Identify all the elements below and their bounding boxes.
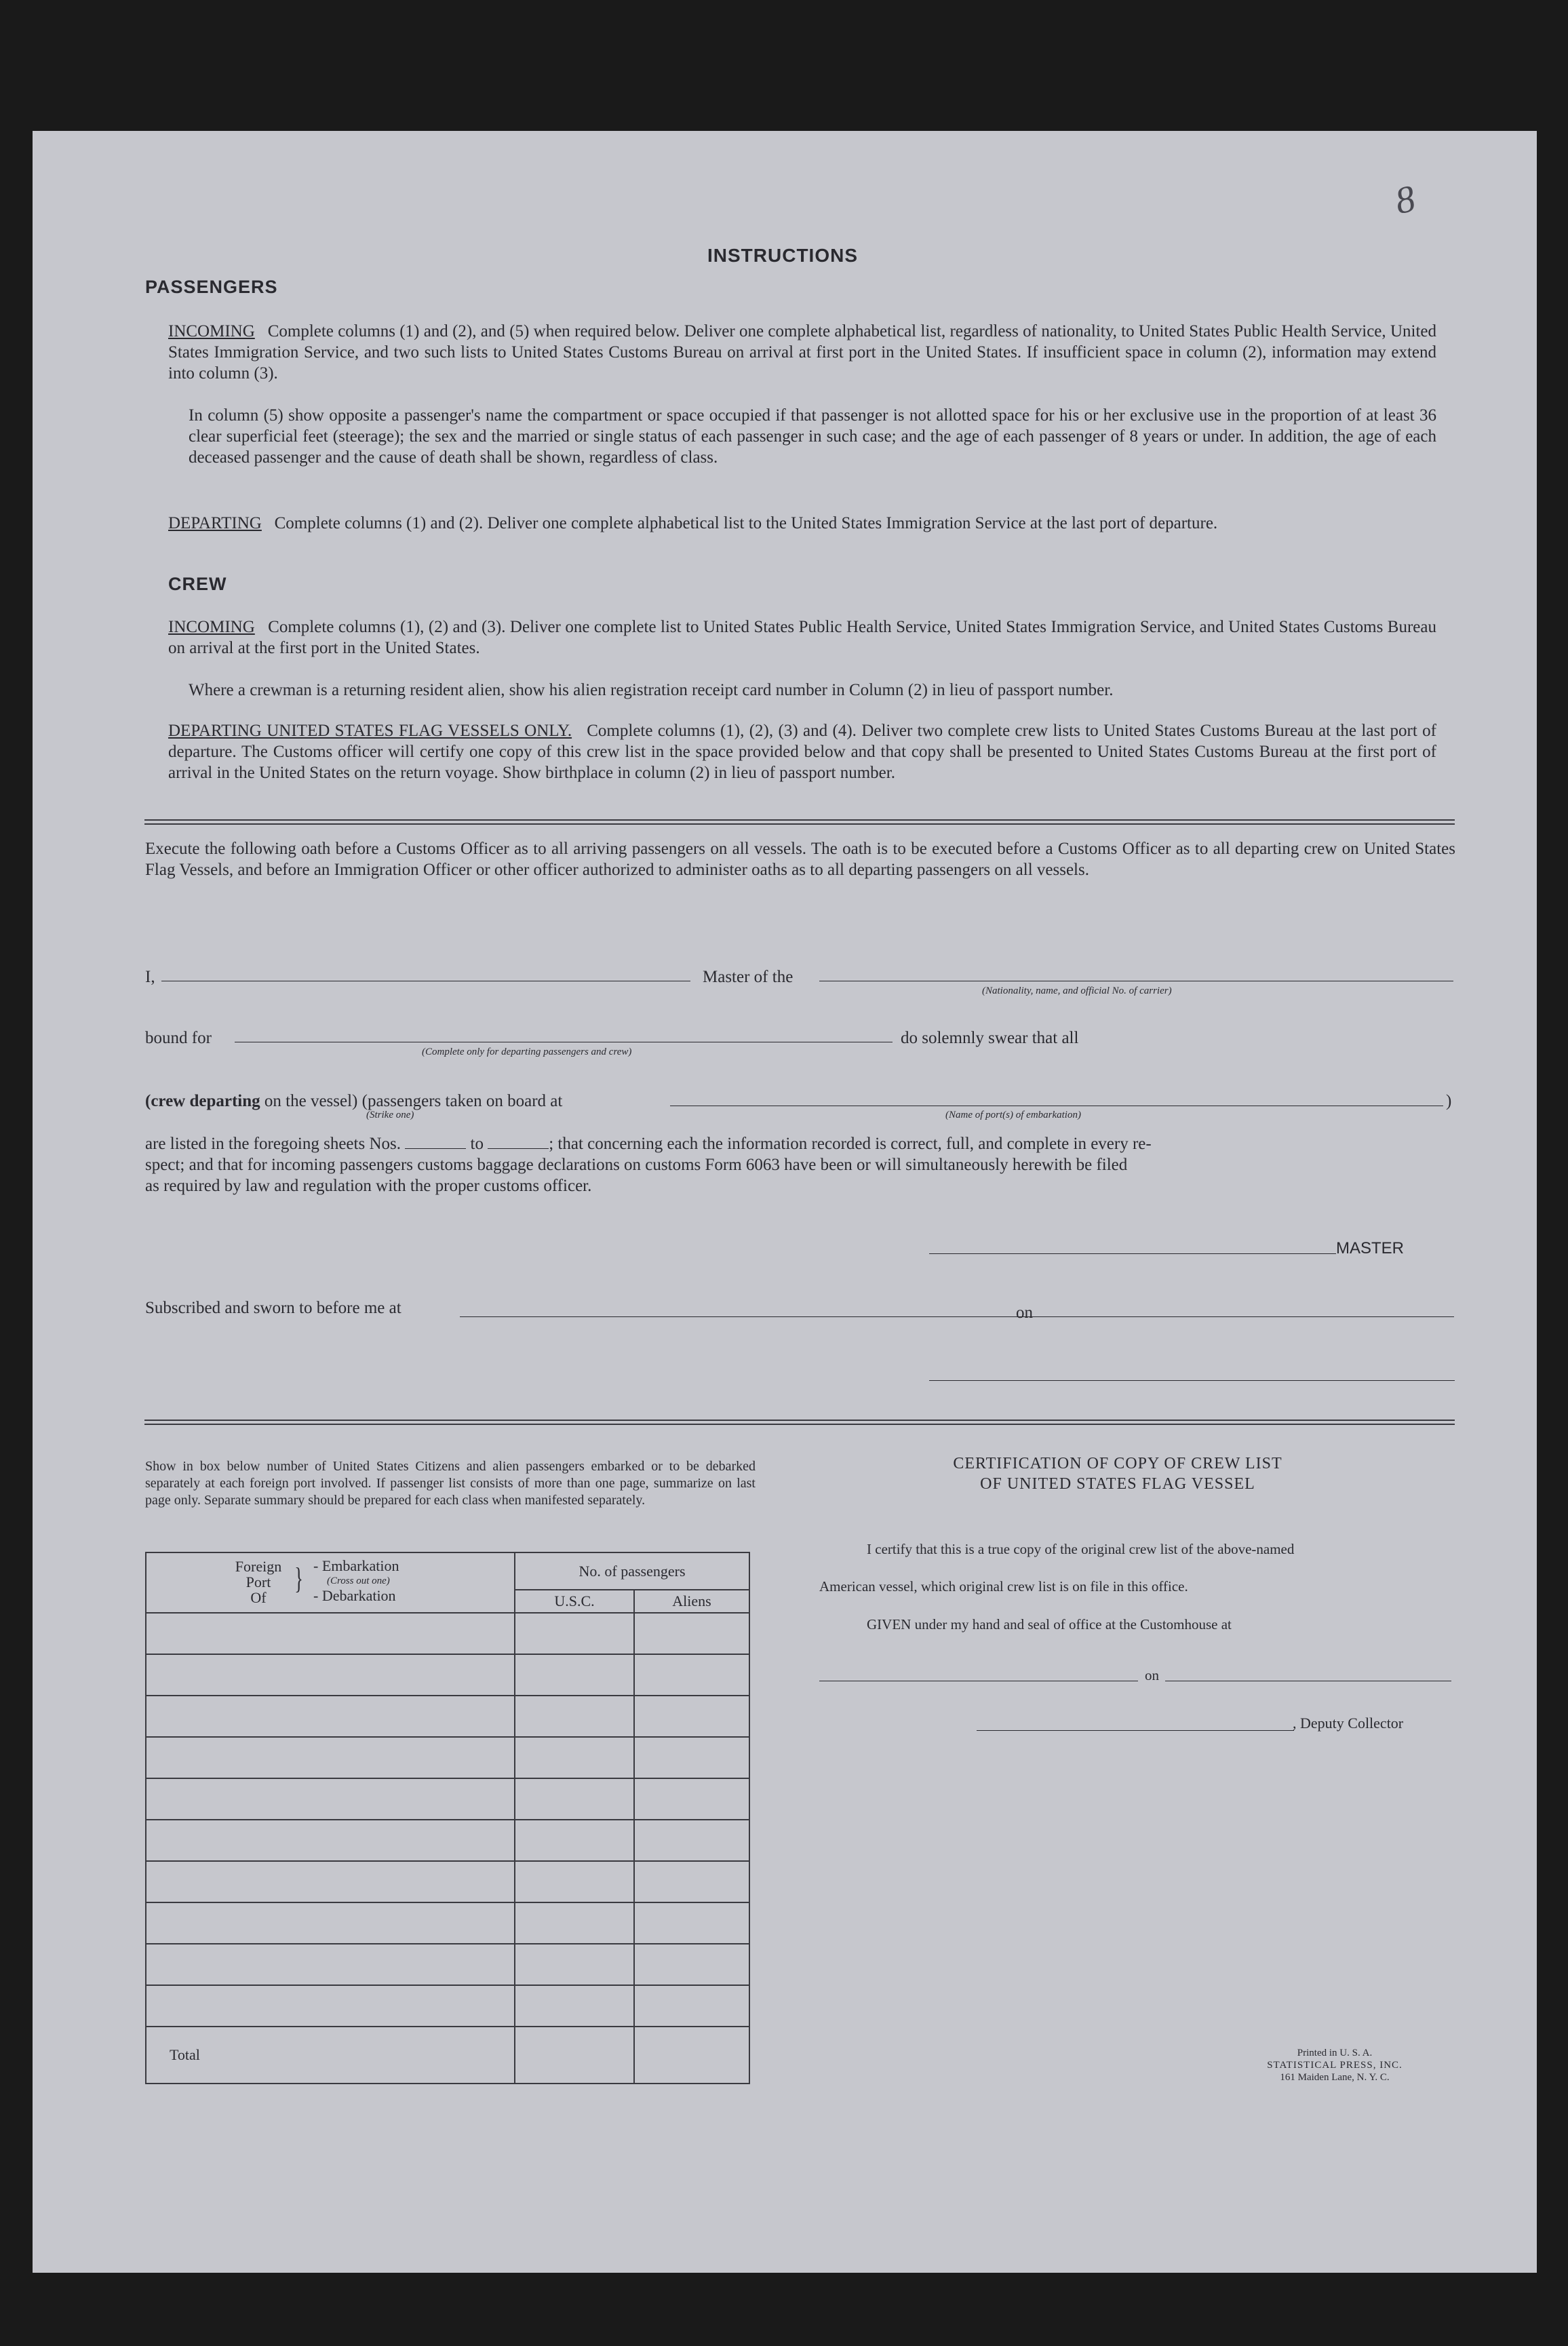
- aliens-cell[interactable]: [634, 1902, 749, 1944]
- embarkation-label: - Embarkation: [313, 1557, 399, 1574]
- printer-line3: 161 Maiden Lane, N. Y. C.: [1280, 2072, 1390, 2083]
- aliens-cell[interactable]: [634, 1696, 749, 1737]
- aliens-cell[interactable]: [634, 1613, 749, 1654]
- subscribed-place-field[interactable]: [460, 1316, 1042, 1317]
- given-line: GIVEN under my hand and seal of office at the Customhouse at: [867, 1616, 1232, 1633]
- port-cell[interactable]: [146, 1613, 515, 1654]
- crew-incoming-text: Complete columns (1), (2) and (3). Deliver one complete list to United States Public Health Service, United States Immigration Service, and United States Customs Bureau on arrival at the first port in the United States.: [168, 618, 1436, 657]
- total-label: Total: [146, 2027, 515, 2084]
- on-the-vessel-label: on the vessel): [264, 1092, 358, 1110]
- printer-line1: Printed in U. S. A.: [1297, 2048, 1373, 2058]
- port-cell[interactable]: [146, 1944, 515, 1985]
- deputy-collector-signature-field[interactable]: [977, 1730, 1294, 1731]
- passengers-taken-label: (passengers taken on board at: [361, 1092, 563, 1110]
- usc-cell[interactable]: [515, 1696, 634, 1737]
- sheets-line: [145, 1133, 1455, 1154]
- cross-out-note: (Cross out one): [327, 1576, 390, 1586]
- printer-line2: STATISTICAL PRESS, INC.: [1267, 2060, 1403, 2071]
- complete-only-note: (Complete only for departing passengers and crew): [422, 1047, 632, 1057]
- certification-on-label: on: [1145, 1667, 1159, 1683]
- usc-cell[interactable]: [515, 1778, 634, 1820]
- port-cell[interactable]: [146, 1820, 515, 1861]
- departing-us-flag-label: DEPARTING UNITED STATES FLAG VESSELS ONLY.: [168, 722, 572, 740]
- listed-line-2: spect; and that for incoming passengers customs baggage declarations on customs Form 6063 have been or will simultaneously herewith be filed: [145, 1156, 1128, 1174]
- total-aliens-cell[interactable]: [634, 2027, 749, 2084]
- deputy-collector-label: , Deputy Collector: [1293, 1715, 1404, 1732]
- usc-cell[interactable]: [515, 1861, 634, 1902]
- departing-us-flag-paragraph: [168, 720, 1436, 783]
- subscribed-date-field[interactable]: [1034, 1316, 1454, 1317]
- aliens-cell[interactable]: [634, 1778, 749, 1820]
- oath-intro-paragraph: Execute the following oath before a Customs Officer as to all arriving passengers on all vessels. The oath is to be executed before a Customs Officer as to all departing crew on United States Flag Vessels, and before an Immigration Officer or other officer authorized to administer oaths as to all departing passengers on all vessels.: [145, 840, 1455, 879]
- usc-cell[interactable]: [515, 1737, 634, 1778]
- usc-cell[interactable]: [515, 1654, 634, 1696]
- debarkation-label: - Debarkation: [313, 1587, 396, 1604]
- strike-one-note: (Strike one): [366, 1110, 414, 1120]
- aliens-cell[interactable]: [634, 1654, 749, 1696]
- usc-header: U.S.C.: [515, 1590, 634, 1613]
- port-cell[interactable]: [146, 1902, 515, 1944]
- no-of-passengers-header: No. of passengers: [515, 1552, 749, 1590]
- port-note: (Name of port(s) of embarkation): [945, 1110, 1081, 1120]
- foreign-port-header: [146, 1552, 515, 1613]
- passengers-incoming-text: Complete columns (1) and (2), and (5) when required below. Deliver one complete alphabetical list, regardless of nationality, to United States Public Health Service, United States Immigration Service, and two such lists to United States Customs Bureau on arrival at first port in the United States. If insufficient space in column (2), information may extend into column (3).: [168, 322, 1436, 383]
- master-signature-field[interactable]: [929, 1253, 1336, 1254]
- instructions-divider: [144, 819, 1455, 825]
- usc-cell[interactable]: [515, 1985, 634, 2027]
- passengers-incoming-paragraph: [168, 321, 1436, 384]
- port-label: Port: [246, 1573, 271, 1590]
- printer-imprint: [1213, 2047, 1457, 2084]
- sheet-to-field[interactable]: [488, 1136, 549, 1149]
- usc-cell[interactable]: [515, 1820, 634, 1861]
- certification-title-line1: CERTIFICATION OF COPY OF CREW LIST: [953, 1455, 1282, 1472]
- master-signature-label: MASTER: [1336, 1239, 1405, 1257]
- port-cell[interactable]: [146, 1696, 515, 1737]
- column5-paragraph: In column (5) show opposite a passenger's name the compartment or space occupied if that passenger is not allotted space for his or her exclusive use in the proportion of at least 36 clear superficial feet (steerage); the sex and the married or single status of each passenger in such case; and the age of each passenger of 8 years or under. In addition, the age of each deceased passenger and the cause of death shall be shown, regardless of class.: [189, 406, 1436, 467]
- aliens-cell[interactable]: [634, 1861, 749, 1902]
- oath-divider: [144, 1420, 1455, 1425]
- usc-cell[interactable]: [515, 1902, 634, 1944]
- crew-or-passengers-line: [145, 1091, 562, 1112]
- subscribed-on-label: on: [1016, 1304, 1033, 1322]
- aliens-cell[interactable]: [634, 1737, 749, 1778]
- summary-note: Show in box below number of United States Citizens and alien passengers embarked or to be debarked separately at each foreign port involved. If passenger list consists of more than one page, summarize on last page only. Separate summary should be prepared for each class when manifested separately.: [145, 1459, 756, 1508]
- certification-title: [846, 1453, 1389, 1494]
- passenger-summary-table: [145, 1552, 750, 2084]
- solemnly-swear-label: do solemnly swear that all: [901, 1029, 1079, 1047]
- aliens-cell[interactable]: [634, 1820, 749, 1861]
- port-cell[interactable]: [146, 1985, 515, 2027]
- crew-heading: CREW: [168, 574, 227, 594]
- oath-i-label: I,: [145, 968, 155, 986]
- certify-line1: I certify that this is a true copy of the original crew list of the above-named: [867, 1541, 1295, 1557]
- usc-cell[interactable]: [515, 1613, 634, 1654]
- listed-post-label: ; that concerning each the information recorded is correct, full, and complete in every re-: [549, 1135, 1152, 1153]
- total-usc-cell[interactable]: [515, 2027, 634, 2084]
- crew-incoming-label: INCOMING: [168, 618, 255, 636]
- usc-cell[interactable]: [515, 1944, 634, 1985]
- foreign-label: Foreign: [235, 1558, 282, 1575]
- close-paren: ): [1446, 1092, 1452, 1110]
- form-page: [33, 131, 1537, 2273]
- instructions-title: INSTRUCTIONS: [707, 245, 858, 266]
- passengers-departing-paragraph: [168, 513, 1436, 534]
- listed-line-3: as required by law and regulation with the proper customs officer.: [145, 1177, 592, 1195]
- passengers-departing-label: DEPARTING: [168, 514, 262, 532]
- crew-departing-label: (crew departing: [145, 1092, 260, 1110]
- port-cell[interactable]: [146, 1654, 515, 1696]
- officer-signature-field[interactable]: [929, 1380, 1455, 1381]
- departing-us-flag-text: Complete columns (1), (2), (3) and (4). Deliver two complete crew lists to United States Customs Bureau at the last port of departure. The Customs officer will certify one copy of this crew list in the space provided below and that copy shall be presented to United States Customs Bureau at the first port of arrival in the United States on the return voyage. Show birthplace in column (2) in lieu of passport number.: [168, 722, 1436, 782]
- sheet-from-field[interactable]: [405, 1136, 466, 1149]
- port-cell[interactable]: [146, 1778, 515, 1820]
- certification-title-line2: OF UNITED STATES FLAG VESSEL: [980, 1475, 1255, 1493]
- aliens-cell[interactable]: [634, 1944, 749, 1985]
- port-cell[interactable]: [146, 1861, 515, 1902]
- handwritten-page-mark: 8: [1391, 177, 1419, 223]
- subscribed-label: Subscribed and sworn to before me at: [145, 1299, 401, 1317]
- nationality-note: (Nationality, name, and official No. of carrier): [982, 985, 1172, 996]
- port-cell[interactable]: [146, 1737, 515, 1778]
- crewman-paragraph: Where a crewman is a returning resident alien, show his alien registration receipt card number in Column (2) in lieu of passport number.: [189, 681, 1114, 699]
- bound-for-label: bound for: [145, 1029, 212, 1047]
- aliens-header: Aliens: [634, 1590, 749, 1613]
- of-label: Of: [250, 1589, 267, 1606]
- listed-pre-label: are listed in the foregoing sheets Nos.: [145, 1135, 401, 1153]
- passengers-incoming-label: INCOMING: [168, 322, 255, 340]
- passengers-heading: PASSENGERS: [145, 277, 278, 297]
- master-of-the-label: Master of the: [703, 968, 793, 986]
- certify-line2: American vessel, which original crew list is on file in this office.: [819, 1578, 1188, 1595]
- passengers-departing-text: Complete columns (1) and (2). Deliver one complete alphabetical list to the United States Immigration Service at the last port of departure.: [274, 514, 1218, 532]
- to-label: to: [470, 1135, 484, 1153]
- brace-icon: }: [294, 1562, 303, 1595]
- aliens-cell[interactable]: [634, 1985, 749, 2027]
- crew-incoming-paragraph: [168, 617, 1436, 659]
